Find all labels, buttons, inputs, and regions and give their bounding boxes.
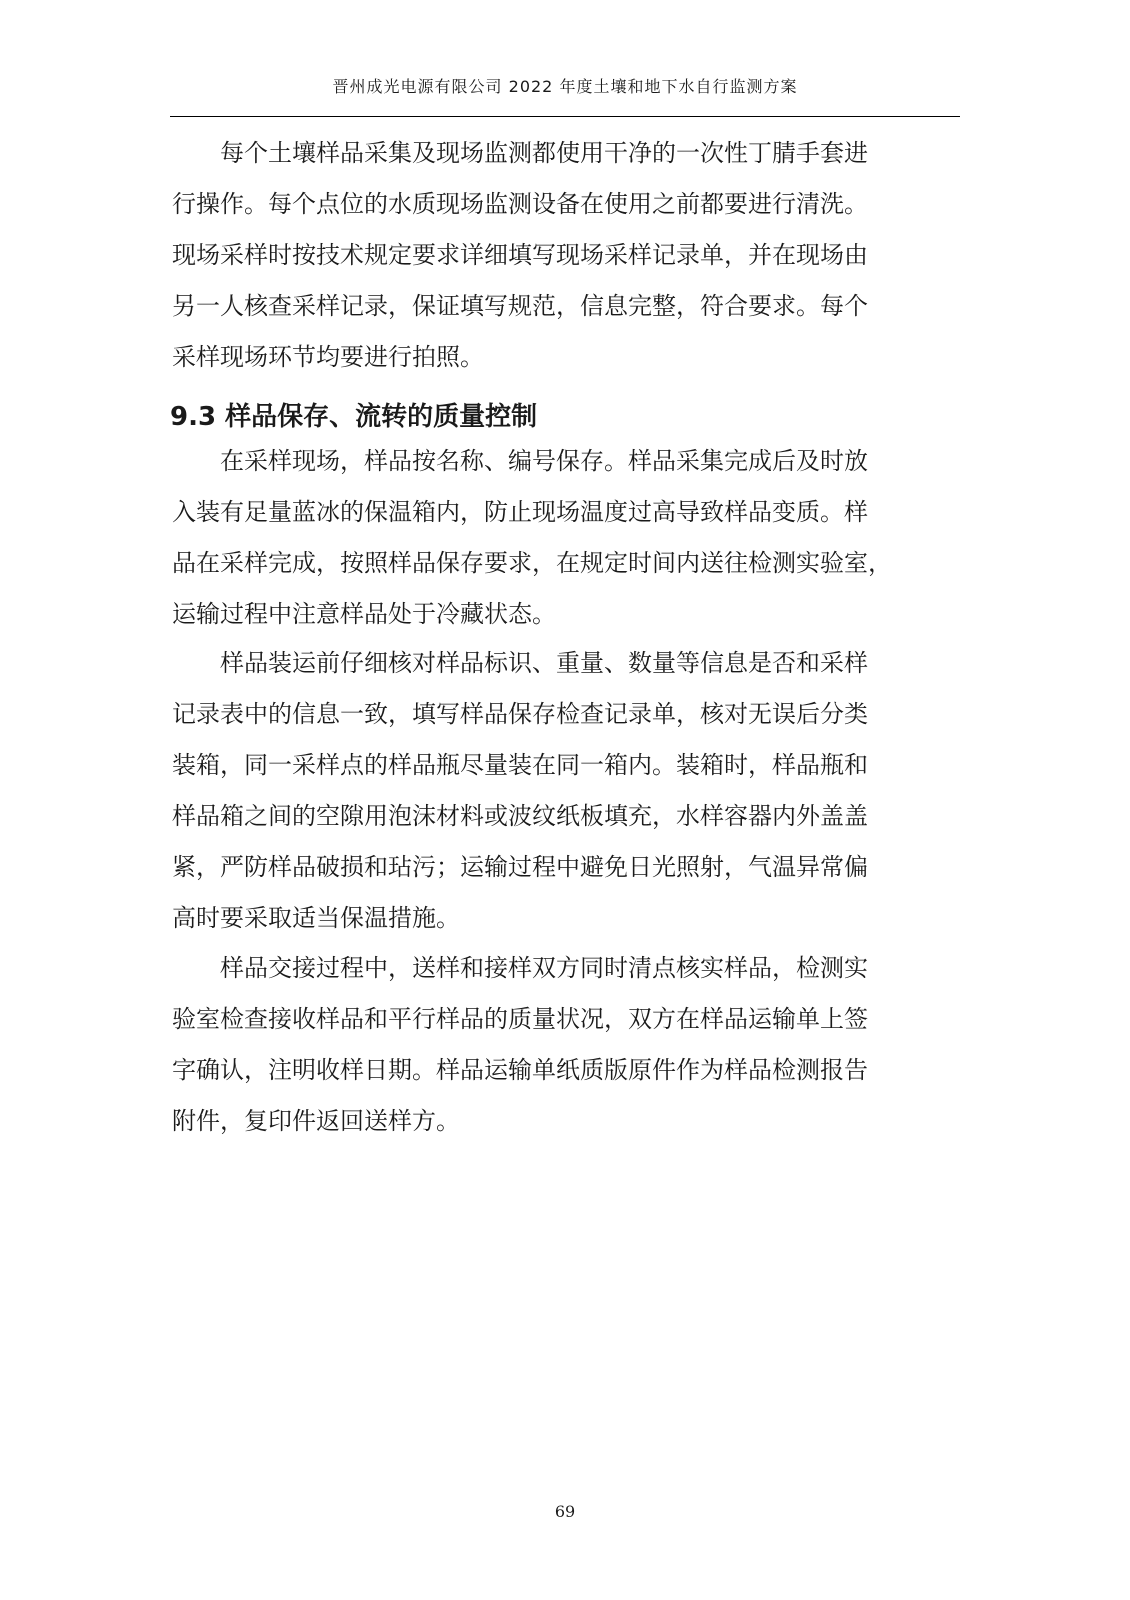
text-line: 样品装运前仔细核对样品标识、重量、数量等信息是否和采样: [172, 649, 868, 677]
text-line: 紧，严防样品破损和玷污；运输过程中避免日光照射，气温异常偏: [172, 853, 868, 881]
text-line: 现场采样时按技术规定要求详细填写现场采样记录单，并在现场由: [172, 241, 868, 269]
text-line: 品在采样完成，按照样品保存要求，在规定时间内送往检测实验室，: [172, 549, 892, 577]
running-header: 晋州成光电源有限公司 2022 年度土壤和地下水自行监测方案: [332, 77, 798, 96]
header-rule: [170, 116, 960, 117]
page-number: 69: [554, 1502, 576, 1521]
text-line: 入装有足量蓝冰的保温箱内，防止现场温度过高导致样品变质。样: [172, 498, 868, 526]
text-line: 另一人核查采样记录，保证填写规范，信息完整，符合要求。每个: [172, 292, 868, 320]
text-line: 样品交接过程中，送样和接样双方同时清点核实样品，检测实: [172, 954, 868, 982]
text-line: 运输过程中注意样品处于冷藏状态。: [172, 600, 556, 628]
text-line: 样品箱之间的空隙用泡沫材料或波纹纸板填充，水样容器内外盖盖: [172, 802, 868, 830]
text-line: 每个土壤样品采集及现场监测都使用干净的一次性丁腈手套进: [172, 139, 868, 167]
text-line: 附件，复印件返回送样方。: [172, 1107, 460, 1135]
text-line: 装箱，同一采样点的样品瓶尽量装在同一箱内。装箱时，样品瓶和: [172, 751, 868, 779]
paragraph-sampling-gloves: [172, 128, 868, 383]
text-line: 高时要采取适当保温措施。: [172, 904, 460, 932]
text-line: 采样现场环节均要进行拍照。: [172, 343, 484, 371]
text-line: 在采样现场，样品按名称、编号保存。样品采集完成后及时放: [172, 447, 868, 475]
text-line: 行操作。每个点位的水质现场监测设备在使用之前都要进行清洗。: [172, 190, 868, 218]
text-line: 字确认，注明收样日期。样品运输单纸质版原件作为样品检测报告: [172, 1056, 868, 1084]
paragraph-sample-packing: [172, 638, 868, 944]
text-line: 记录表中的信息一致，填写样品保存检查记录单，核对无误后分类: [172, 700, 868, 728]
paragraph-sample-storage: [172, 436, 892, 640]
section-heading: 9.3 样品保存、流转的质量控制: [170, 402, 538, 432]
paragraph-sample-handover: [172, 943, 868, 1147]
text-line: 验室检查接收样品和平行样品的质量状况，双方在样品运输单上签: [172, 1005, 868, 1033]
